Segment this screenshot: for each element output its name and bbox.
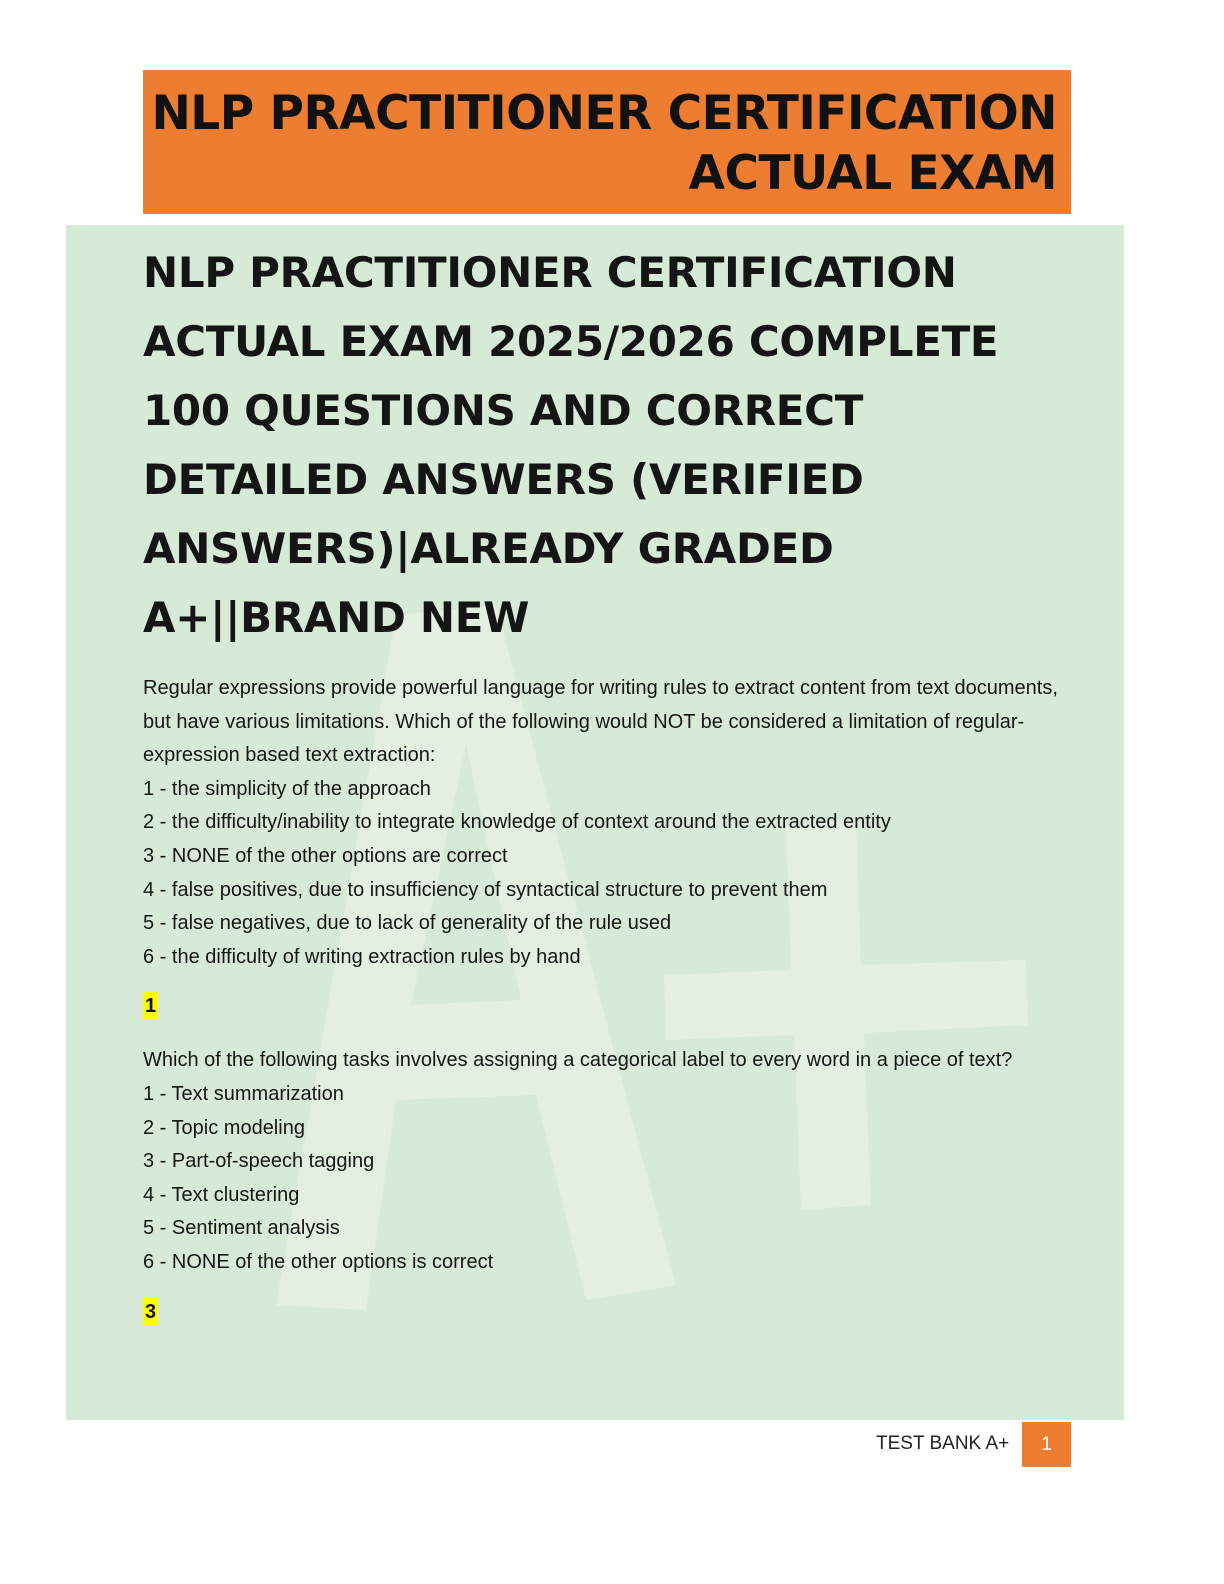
question-1	[143, 672, 1083, 1026]
page-number: 1	[1022, 1422, 1071, 1467]
question-2	[143, 1044, 1083, 1331]
answer-option: 3 - NONE of the other options are correct	[143, 844, 508, 867]
footer-label: TEST BANK A+	[876, 1433, 1010, 1454]
header-title-line-2: ACTUAL EXAM	[688, 146, 1057, 201]
document-body	[143, 238, 1083, 1350]
header-banner	[143, 70, 1071, 214]
title-line: ACTUAL EXAM 2025/2026 COMPLETE	[143, 317, 999, 366]
answer-option: 6 - NONE of the other options is correct	[143, 1250, 494, 1273]
answer-row	[143, 992, 1083, 1026]
correct-answer: 1	[143, 992, 158, 1020]
document-title	[143, 238, 1083, 652]
answer-option: 4 - false positives, due to insufficiency of syntactical structure to prevent them	[143, 878, 828, 901]
answer-option: 5 - Sentiment analysis	[143, 1217, 340, 1240]
answer-option: 2 - the difficulty/inability to integrate knowledge of context around the extracted entity	[143, 811, 891, 834]
title-line: A+||BRAND NEW	[143, 593, 530, 642]
title-line: 100 QUESTIONS AND CORRECT	[143, 386, 864, 435]
answer-option: 1 - Text summarization	[143, 1082, 344, 1105]
question-text: Which of the following tasks involves assigning a categorical label to every word in a piece of text?	[143, 1049, 1013, 1072]
title-line: DETAILED ANSWERS (VERIFIED	[143, 455, 864, 504]
correct-answer: 3	[143, 1298, 158, 1326]
answer-row	[143, 1298, 1083, 1332]
answer-option: 3 - Part-of-speech tagging	[143, 1150, 375, 1173]
header-title-line-1: NLP PRACTITIONER CERTIFICATION	[151, 86, 1057, 141]
answer-option: 5 - false negatives, due to lack of generality of the rule used	[143, 912, 672, 935]
title-line: NLP PRACTITIONER CERTIFICATION	[143, 248, 957, 297]
title-line: ANSWERS)|ALREADY GRADED	[143, 524, 834, 573]
answer-option: 4 - Text clustering	[143, 1183, 300, 1206]
answer-option: 1 - the simplicity of the approach	[143, 777, 431, 800]
answer-option: 2 - Topic modeling	[143, 1116, 305, 1139]
answer-option: 6 - the difficulty of writing extraction rules by hand	[143, 945, 581, 968]
question-text: Regular expressions provide powerful language for writing rules to extract content from text documents, but have various limitations. Which of the following would NOT be considered a limitation of regular-expression based text extraction:	[143, 677, 1058, 767]
